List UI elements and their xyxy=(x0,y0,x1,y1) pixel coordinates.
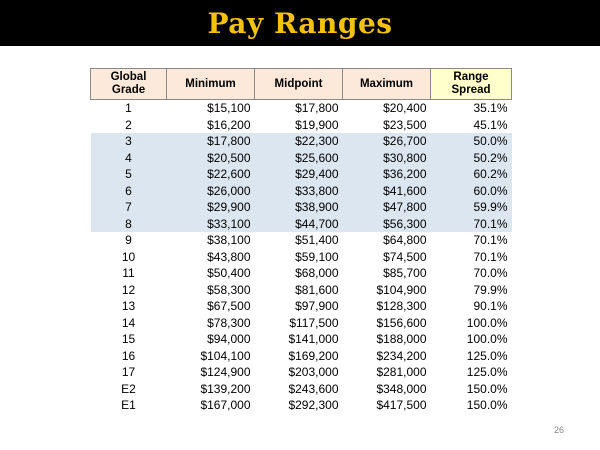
cell-grade: 3 xyxy=(91,133,167,150)
cell-range-spread: 100.0% xyxy=(466,332,508,347)
table-row xyxy=(91,397,512,414)
cell-minimum: $58,300 xyxy=(207,282,251,297)
page-title: Pay Ranges xyxy=(207,6,393,40)
cell-grade: 6 xyxy=(91,183,167,200)
cell-minimum: $94,000 xyxy=(207,332,251,347)
table-body xyxy=(91,100,512,414)
cell-range-spread: 35.1% xyxy=(473,101,508,116)
cell-minimum: $16,200 xyxy=(207,117,251,132)
cell-midpoint: $169,200 xyxy=(288,348,339,363)
cell-range-spread: 70.0% xyxy=(473,266,508,281)
table-row xyxy=(91,364,512,381)
cell-midpoint: $19,900 xyxy=(295,117,339,132)
header-range-spread: Range Spread xyxy=(431,69,512,100)
cell-midpoint: $68,000 xyxy=(295,266,339,281)
cell-minimum: $22,600 xyxy=(167,166,255,183)
cell-minimum: $78,300 xyxy=(207,315,251,330)
cell-range-spread: 60.2% xyxy=(431,166,512,183)
cell-midpoint: $243,600 xyxy=(288,381,339,396)
table-row xyxy=(91,331,512,348)
table-row xyxy=(91,249,512,266)
cell-grade: 9 xyxy=(125,233,132,248)
cell-minimum: $29,900 xyxy=(167,199,255,216)
cell-minimum: $33,100 xyxy=(167,216,255,233)
cell-midpoint: $51,400 xyxy=(295,233,339,248)
cell-range-spread: 79.9% xyxy=(473,282,508,297)
cell-maximum: $56,300 xyxy=(343,216,431,233)
header-maximum: Maximum xyxy=(343,69,431,100)
table-row xyxy=(91,117,512,134)
cell-range-spread: 70.1% xyxy=(473,233,508,248)
cell-maximum: $156,600 xyxy=(376,315,427,330)
cell-maximum: $417,500 xyxy=(376,398,427,413)
cell-maximum: $234,200 xyxy=(376,348,427,363)
cell-maximum: $128,300 xyxy=(376,299,427,314)
cell-range-spread: 70.1% xyxy=(431,216,512,233)
cell-minimum: $20,500 xyxy=(167,150,255,167)
cell-midpoint: $29,400 xyxy=(255,166,343,183)
cell-range-spread: 150.0% xyxy=(466,381,508,396)
cell-minimum: $17,800 xyxy=(167,133,255,150)
cell-grade: 15 xyxy=(121,332,136,347)
table-row xyxy=(91,381,512,398)
cell-grade: 12 xyxy=(121,282,136,297)
cell-maximum: $104,900 xyxy=(376,282,427,297)
cell-grade: 17 xyxy=(121,365,136,380)
table-row xyxy=(91,282,512,299)
cell-maximum: $36,200 xyxy=(343,166,431,183)
cell-range-spread: 70.1% xyxy=(473,249,508,264)
cell-minimum: $124,900 xyxy=(200,365,251,380)
cell-minimum: $104,100 xyxy=(200,348,251,363)
cell-minimum: $139,200 xyxy=(200,381,251,396)
table-row xyxy=(91,348,512,365)
cell-range-spread: 100.0% xyxy=(466,315,508,330)
cell-maximum: $85,700 xyxy=(383,266,427,281)
table-row xyxy=(91,298,512,315)
cell-maximum: $26,700 xyxy=(343,133,431,150)
cell-midpoint: $59,100 xyxy=(295,249,339,264)
cell-grade: 2 xyxy=(125,117,132,132)
page-number: 26 xyxy=(553,425,564,435)
table-row xyxy=(91,133,512,150)
cell-range-spread: 150.0% xyxy=(466,398,508,413)
header-global-grade: Global Grade xyxy=(91,69,167,100)
cell-minimum: $43,800 xyxy=(207,249,251,264)
cell-midpoint: $22,300 xyxy=(255,133,343,150)
cell-grade: 4 xyxy=(91,150,167,167)
cell-minimum: $67,500 xyxy=(207,299,251,314)
cell-range-spread: 45.1% xyxy=(473,117,508,132)
cell-grade: 5 xyxy=(91,166,167,183)
cell-midpoint: $203,000 xyxy=(288,365,339,380)
table-row xyxy=(91,216,512,233)
cell-grade: 10 xyxy=(121,249,136,264)
cell-maximum: $41,600 xyxy=(343,183,431,200)
cell-grade: E2 xyxy=(121,381,136,396)
cell-midpoint: $97,900 xyxy=(295,299,339,314)
cell-midpoint: $44,700 xyxy=(255,216,343,233)
title-bar xyxy=(0,0,600,46)
cell-midpoint: $25,600 xyxy=(255,150,343,167)
cell-grade: 8 xyxy=(91,216,167,233)
cell-minimum: $15,100 xyxy=(207,101,251,116)
table-row xyxy=(91,183,512,200)
table-row xyxy=(91,265,512,282)
cell-minimum: $26,000 xyxy=(167,183,255,200)
cell-maximum: $47,800 xyxy=(343,199,431,216)
cell-maximum: $30,800 xyxy=(343,150,431,167)
table-row xyxy=(91,315,512,332)
cell-range-spread: 90.1% xyxy=(473,299,508,314)
table-row xyxy=(91,232,512,249)
cell-range-spread: 125.0% xyxy=(466,365,508,380)
cell-range-spread: 60.0% xyxy=(431,183,512,200)
cell-range-spread: 50.0% xyxy=(431,133,512,150)
cell-grade: 7 xyxy=(91,199,167,216)
cell-maximum: $348,000 xyxy=(376,381,427,396)
cell-maximum: $74,500 xyxy=(383,249,427,264)
cell-midpoint: $117,500 xyxy=(289,315,339,330)
cell-midpoint: $292,300 xyxy=(288,398,339,413)
header-midpoint: Midpoint xyxy=(255,69,343,100)
cell-minimum: $50,400 xyxy=(207,266,251,281)
cell-grade: 14 xyxy=(121,315,136,330)
table-row xyxy=(91,199,512,216)
cell-range-spread: 50.2% xyxy=(431,150,512,167)
table-header-row xyxy=(91,69,512,100)
cell-midpoint: $38,900 xyxy=(255,199,343,216)
cell-minimum: $38,100 xyxy=(207,233,251,248)
table-row xyxy=(91,100,512,117)
cell-grade: 11 xyxy=(122,266,135,281)
pay-ranges-table xyxy=(90,68,512,414)
table-row xyxy=(91,150,512,167)
cell-minimum: $167,000 xyxy=(200,398,251,413)
cell-maximum: $188,000 xyxy=(376,332,427,347)
cell-midpoint: $33,800 xyxy=(255,183,343,200)
cell-midpoint: $17,800 xyxy=(295,101,339,116)
cell-maximum: $20,400 xyxy=(383,101,427,116)
cell-grade: 1 xyxy=(125,101,132,116)
cell-midpoint: $141,000 xyxy=(288,332,339,347)
cell-maximum: $281,000 xyxy=(376,365,427,380)
cell-range-spread: 125.0% xyxy=(466,348,508,363)
cell-maximum: $64,800 xyxy=(383,233,427,248)
cell-maximum: $23,500 xyxy=(383,117,427,132)
cell-range-spread: 59.9% xyxy=(431,199,512,216)
cell-midpoint: $81,600 xyxy=(295,282,339,297)
cell-grade: 16 xyxy=(121,348,136,363)
cell-grade: E1 xyxy=(121,398,136,413)
header-minimum: Minimum xyxy=(167,69,255,100)
cell-grade: 13 xyxy=(121,299,136,314)
table-row xyxy=(91,166,512,183)
